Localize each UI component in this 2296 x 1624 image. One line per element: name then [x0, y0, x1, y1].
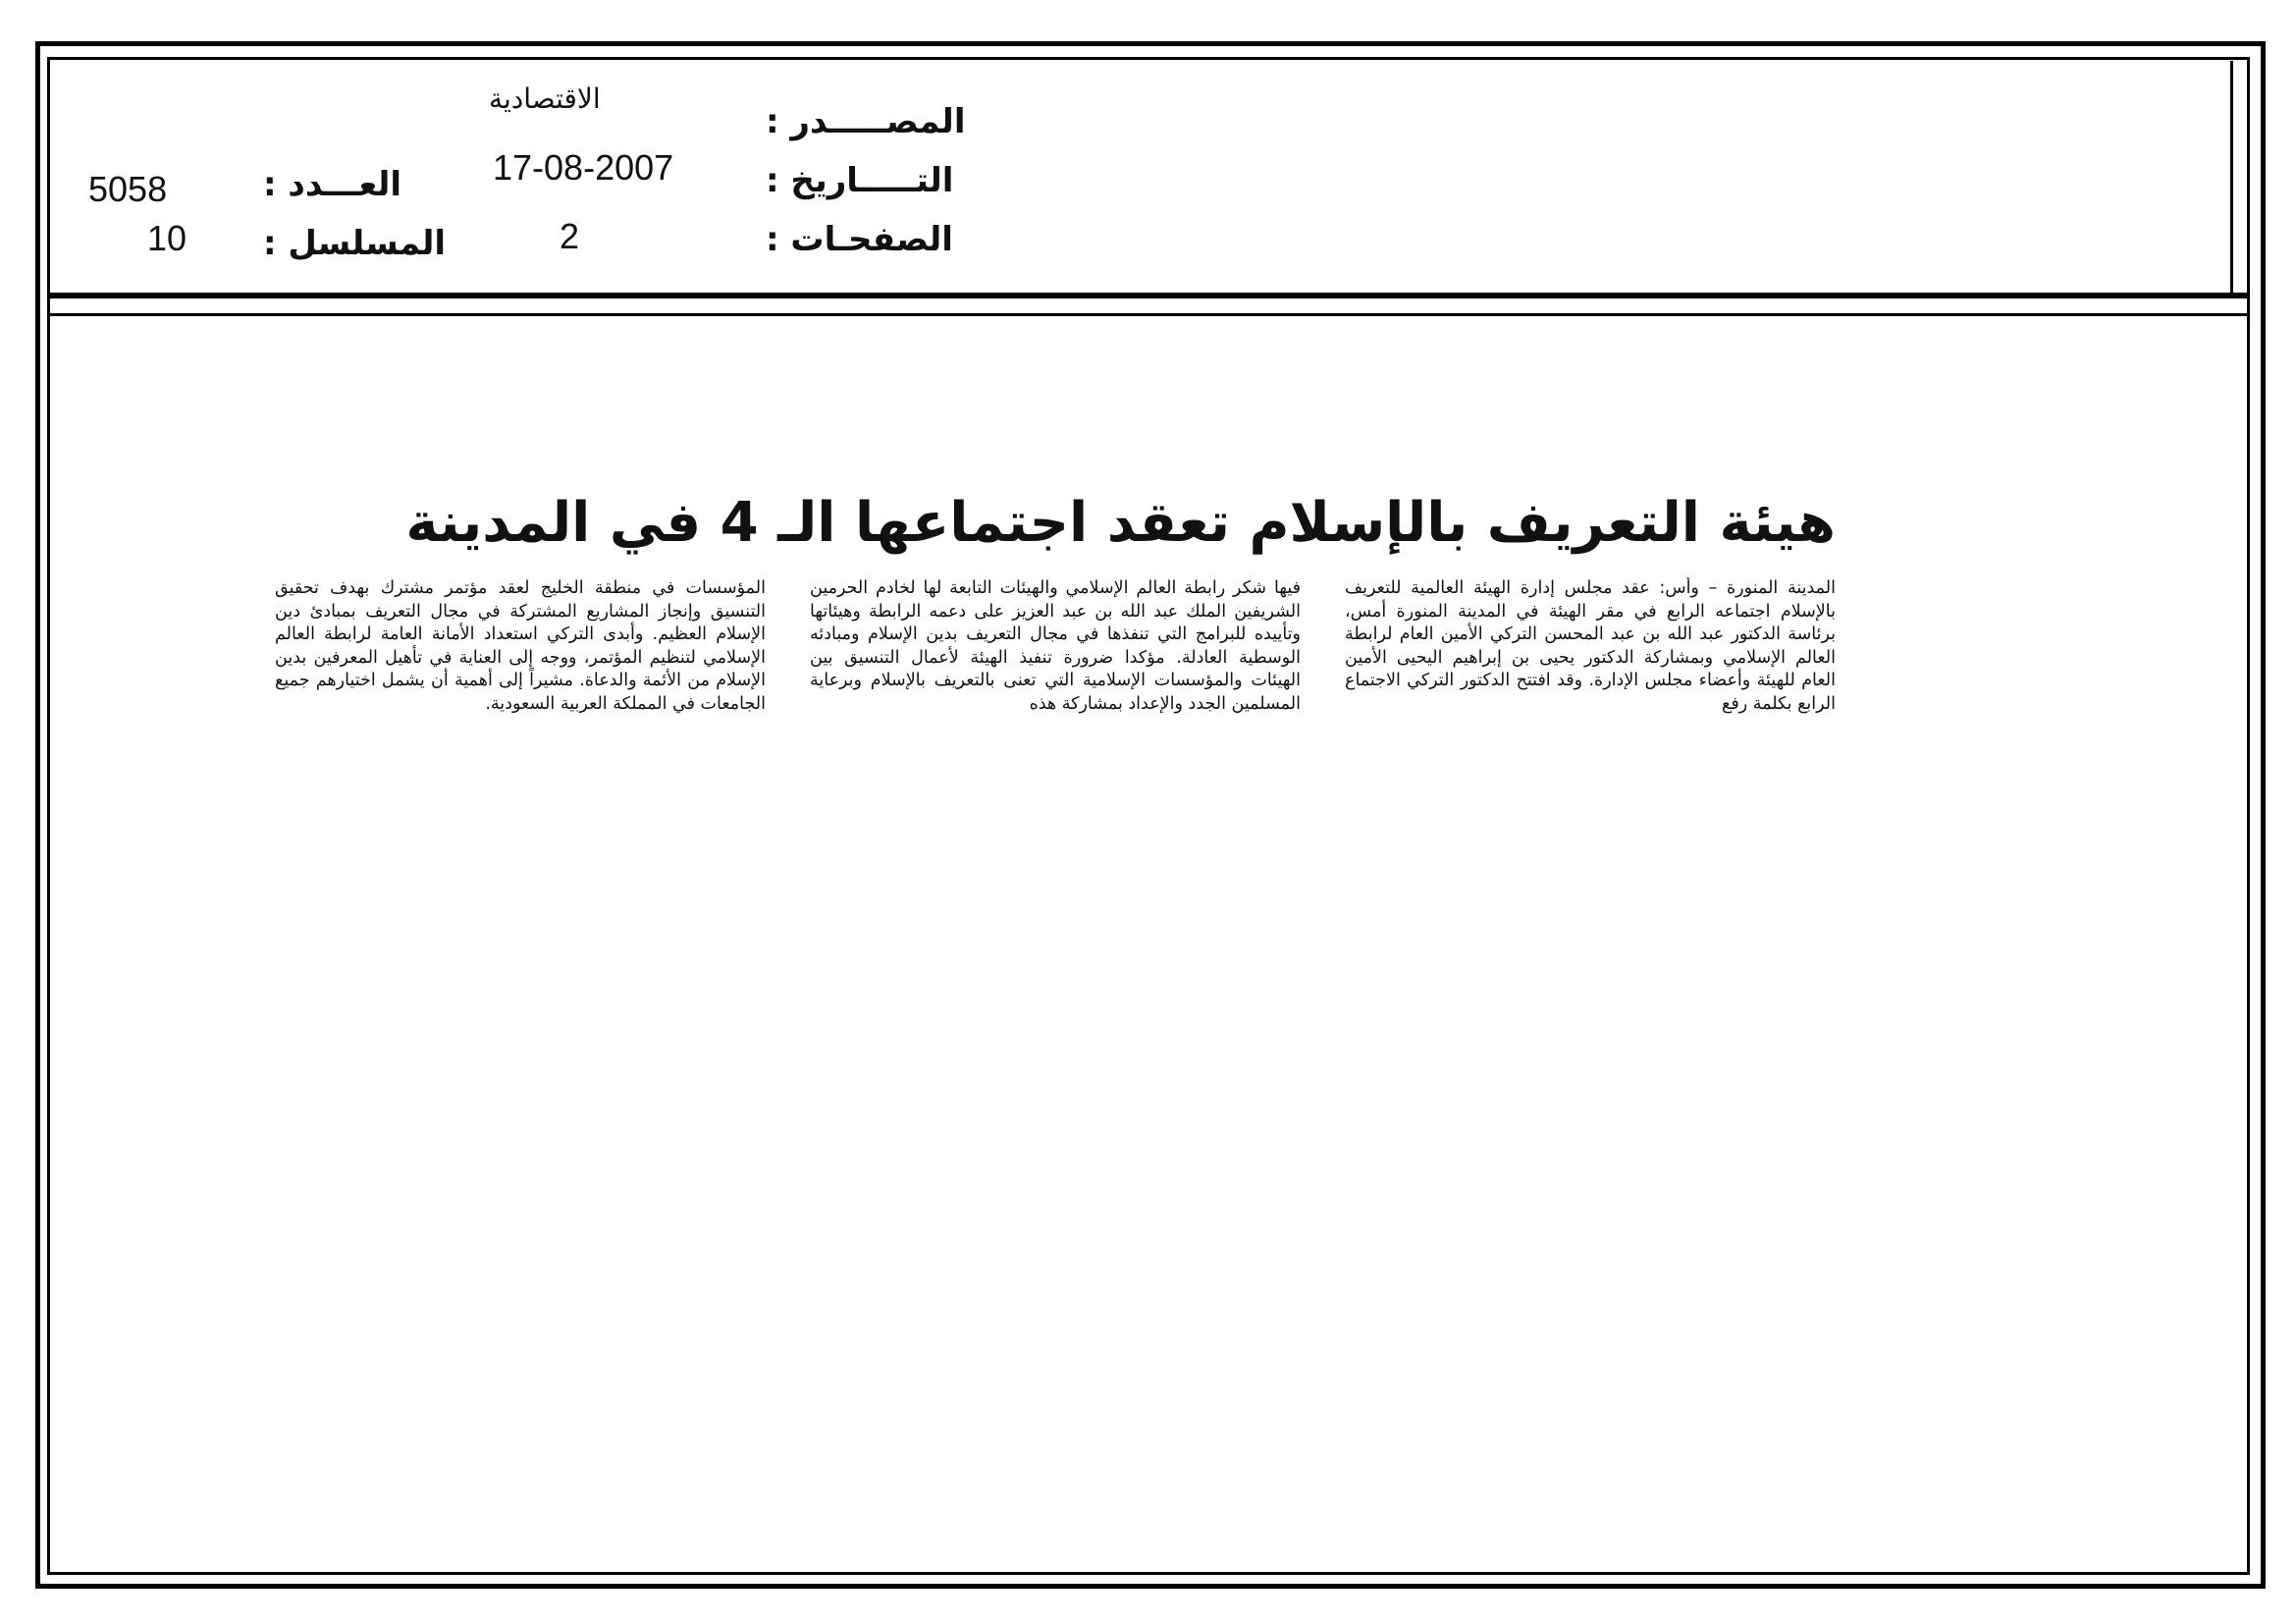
- article-headline: هيئة التعريف بالإسلام تعقد اجتماعها الـ 4 في المدينة: [405, 491, 1836, 555]
- article-column-1: المدينة المنورة – وأس: عقد مجلس إدارة الهيئة العالمية للتعريف بالإسلام اجتماعه الرابع في مقر الهيئة في المدينة المنورة أمس، برئاسة الدكتور عبد الله بن عبد المحسن التركي الأمين العام لرابطة العالم الإسلامي وبمشاركة الدكتور يحيى بن إبراهيم اليحيى الأمين العام للهيئة وأعضاء مجلس الإدارة. وقد افتتح الدكتور التركي الاجتماع الرابع بكلمة رفع: [1345, 578, 1836, 714]
- date-label: التـــــاريخ :: [766, 161, 954, 200]
- page-inner-border: [47, 57, 2250, 1575]
- date-value: 17-08-2007: [493, 147, 674, 188]
- article-column-3: المؤسسات في منطقة الخليج لعقد مؤتمر مشترك بهدف تحقيق التنسيق وإنجاز المشاريع المشتركة في مجال التعريف بمبادئ دين الإسلام العظيم. وأبدى التركي استعداد الأمانة العامة لرابطة العالم الإسلامي لتنظيم المؤتمر، ووجه إلى العناية في تأهيل المعرفين بدين الإسلام من الأئمة والدعاة. مشيراً إلى أهمية أن يشمل اختيارهم جميع الجامعات في المملكة العربية السعودية.: [275, 578, 766, 714]
- header-right-edge: [2230, 61, 2233, 295]
- pages-value: 2: [560, 216, 580, 256]
- issue-label: العـــدد :: [263, 165, 401, 204]
- issue-value: 5058: [88, 169, 168, 209]
- header-divider: [47, 293, 2250, 316]
- source-label: المصـــــدر :: [766, 102, 966, 141]
- serial-value: 10: [147, 218, 187, 258]
- pages-label: الصفحـات :: [766, 220, 953, 259]
- article-column-2: فيها شكر رابطة العالم الإسلامي والهيئات التابعة لها لخادم الحرمين الشريفين الملك عبد الله بن عبد العزيز على دعمه الرابطة وهيئاتها وتأييده للبرامج التي تنفذها في مجال التعريف بدين الإسلام ومبادئه الوسطية العادلة. مؤكدا ضرورة تنفيذ الهيئة لأعمال التنسيق بين الهيئات والمؤسسات الإسلامية التي تعنى بالتعريف بالإسلام وبرعاية المسلمين الجدد والإعداد بمشاركة هذه: [810, 578, 1301, 714]
- article-clipping: [245, 491, 1836, 815]
- source-value: الاقتصادية: [489, 82, 601, 115]
- serial-label: المسلسل :: [263, 224, 447, 263]
